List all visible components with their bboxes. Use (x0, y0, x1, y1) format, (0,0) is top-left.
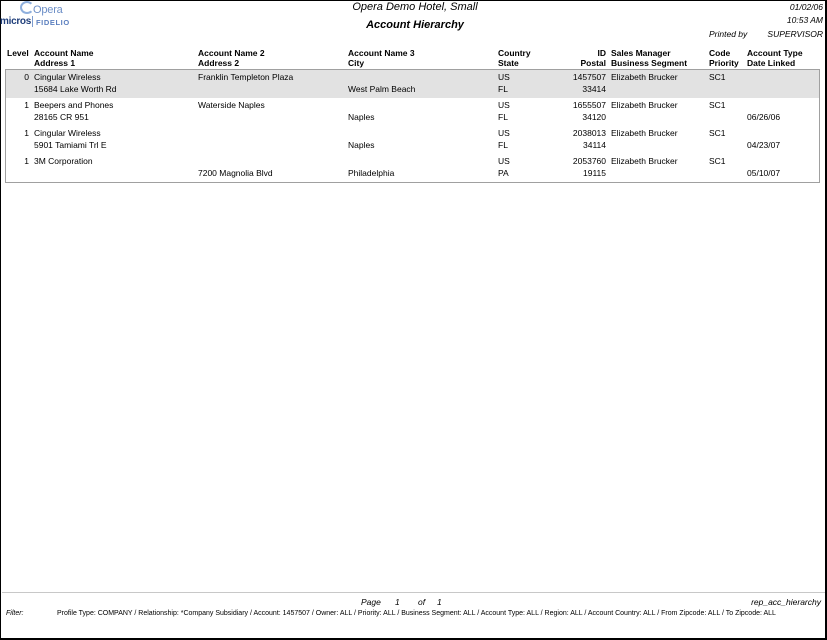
account-name2-cell: Franklin Templeton Plaza (198, 72, 294, 82)
postal-cell: 34114 (582, 140, 606, 150)
city-header: City (348, 58, 365, 68)
table-row (6, 98, 819, 126)
micros-fidelio-opera-logo (0, 1, 80, 29)
country-cell: US (498, 128, 510, 138)
opera-swirl-icon (20, 1, 34, 14)
id-cell: 1655507 (572, 100, 606, 110)
code-cell: SC1 (709, 72, 726, 82)
micros-logo-text: micros (0, 16, 31, 27)
state-cell: PA (498, 168, 509, 178)
state-header: State (498, 58, 519, 68)
priority-header: Priority (709, 58, 739, 68)
code-cell: SC1 (709, 156, 726, 166)
code-header: Code (709, 48, 731, 58)
city-cell: Naples (348, 140, 375, 150)
col-header-level (7, 48, 29, 58)
account-name2-header: Account Name 2 (198, 48, 265, 58)
level-cell: 1 (24, 100, 29, 110)
report-title: Account Hierarchy (366, 19, 464, 31)
level-cell: 0 (24, 72, 29, 82)
footer-divider (2, 592, 825, 593)
state-cell: FL (498, 140, 508, 150)
hotel-name: Opera Demo Hotel, Small (352, 1, 478, 13)
account-name-cell: Cingular Wireless (34, 72, 101, 82)
code-cell: SC1 (709, 128, 726, 138)
account-hierarchy-table (5, 69, 820, 183)
level-header: Level (7, 48, 29, 58)
fidelio-logo-text: FIDELIO (36, 18, 70, 27)
col-header-code (709, 48, 739, 68)
postal-cell: 33414 (582, 84, 606, 94)
opera-logo-text: Opera (33, 4, 63, 16)
business-segment-header: Business Segment (611, 58, 688, 68)
city-cell: Philadelphia (348, 168, 395, 178)
account-name-cell: 3M Corporation (34, 156, 93, 166)
state-cell: FL (498, 84, 508, 94)
account-name-cell: Cingular Wireless (34, 128, 101, 138)
country-header: Country (498, 48, 531, 58)
print-date: 01/02/06 (789, 2, 823, 12)
col-header-account-name3 (348, 48, 415, 68)
city-cell: Naples (348, 112, 375, 122)
date-linked-header: Date Linked (747, 58, 796, 68)
col-header-sales-manager (611, 48, 687, 68)
account-name-cell: Beepers and Phones (34, 100, 114, 110)
date-linked-cell: 06/26/06 (747, 112, 781, 122)
of-label: of (418, 597, 426, 607)
address1-cell: 28165 CR 951 (34, 112, 89, 122)
account-type-header: Account Type (747, 48, 803, 58)
printed-by-label: Printed by (709, 29, 748, 39)
id-header: ID (597, 48, 606, 58)
table-row (6, 70, 819, 98)
address1-cell: 5901 Tamiami Trl E (34, 140, 107, 150)
page-label: Page (361, 597, 381, 607)
filter-criteria: Profile Type: COMPANY / Relationship: *Company Subsidiary / Account: 1457507 / Owner: ALL / Priority: ALL / Business Segment: ALL / Account Type: ALL / Region: ALL / Account Country: ALL / From Zipcode: ALL / To Zipcode: ALL (57, 610, 776, 617)
account-name-header: Account Name (34, 48, 94, 58)
postal-cell: 34120 (582, 112, 606, 122)
postal-cell: 19115 (582, 168, 606, 178)
country-cell: US (498, 100, 510, 110)
state-cell: FL (498, 112, 508, 122)
address1-cell: 15684 Lake Worth Rd (34, 84, 117, 94)
city-cell: West Palm Beach (348, 84, 416, 94)
address2-header: Address 2 (198, 58, 240, 68)
opera-logo (20, 1, 63, 16)
date-linked-cell: 04/23/07 (747, 140, 781, 150)
date-linked-cell: 05/10/07 (747, 168, 781, 178)
level-cell: 1 (24, 156, 29, 166)
sales-manager-cell: Elizabeth Brucker (611, 72, 678, 82)
col-header-account-name2 (198, 48, 265, 68)
code-cell: SC1 (709, 100, 726, 110)
table-row (6, 154, 819, 182)
sales-manager-cell: Elizabeth Brucker (611, 128, 678, 138)
country-cell: US (498, 156, 510, 166)
id-cell: 2038013 (572, 128, 606, 138)
sales-manager-cell: Elizabeth Brucker (611, 100, 678, 110)
report-code: rep_acc_hierarchy (751, 597, 821, 607)
col-header-id (560, 48, 606, 68)
address2-cell: 7200 Magnolia Blvd (198, 168, 273, 178)
col-header-account-type (747, 48, 803, 68)
page-number: 1 (395, 597, 400, 607)
col-header-country (498, 48, 531, 68)
address1-header: Address 1 (34, 58, 76, 68)
printed-by-user: SUPERVISOR (767, 29, 823, 39)
sales-manager-header: Sales Manager (611, 48, 671, 58)
sales-manager-cell: Elizabeth Brucker (611, 156, 678, 166)
logo-divider (32, 16, 33, 27)
table-row (6, 126, 819, 154)
id-cell: 2053760 (572, 156, 606, 166)
total-pages: 1 (437, 597, 442, 607)
country-cell: US (498, 72, 510, 82)
col-header-account-name (34, 48, 94, 68)
level-cell: 1 (24, 128, 29, 138)
filter-label: Filter: (6, 610, 24, 617)
print-time: 10:53 AM (786, 15, 823, 25)
account-name2-cell: Waterside Naples (198, 100, 265, 110)
postal-header: Postal (580, 58, 606, 68)
account-name3-header: Account Name 3 (348, 48, 415, 58)
id-cell: 1457507 (572, 72, 606, 82)
